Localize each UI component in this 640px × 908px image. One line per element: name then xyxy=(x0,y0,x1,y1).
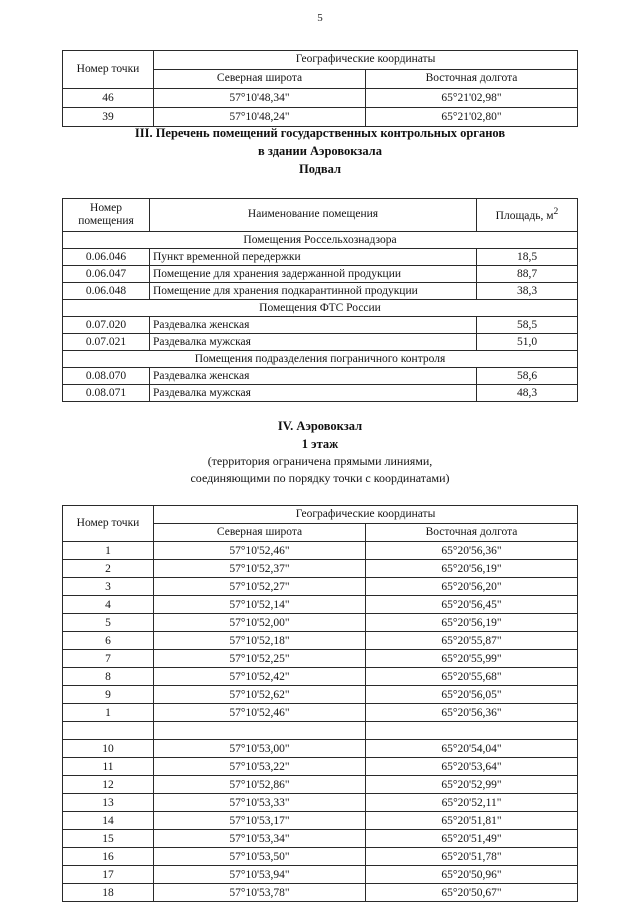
table-row xyxy=(63,848,578,866)
header-geographic-coordinates: Географические координаты xyxy=(154,51,578,70)
spacer-cell xyxy=(63,722,154,740)
spacer-cell xyxy=(366,722,578,740)
section-4-heading xyxy=(0,417,640,487)
group-header-row xyxy=(63,351,578,368)
header-east-longitude: Восточная долгота xyxy=(366,70,578,89)
table-row xyxy=(63,740,578,758)
header-point-number: Номер точки xyxy=(63,51,154,89)
cell-point-number: 17 xyxy=(63,866,154,884)
cell-room-name: Раздевалка женская xyxy=(150,368,477,385)
page-number: 5 xyxy=(317,12,323,24)
cell-longitude: 65°20'55,68" xyxy=(366,668,578,686)
cell-room-name: Раздевалка мужская xyxy=(150,334,477,351)
cell-longitude: 65°21'02,98" xyxy=(366,89,578,108)
section-3-heading xyxy=(0,124,640,178)
cell-room-name: Пункт временной передержки xyxy=(150,249,477,266)
cell-latitude: 57°10'53,34" xyxy=(154,830,366,848)
header-area-label: Площадь, м xyxy=(495,210,554,223)
cell-area: 88,7 xyxy=(477,266,578,283)
cell-room-number: 0.08.070 xyxy=(63,368,150,385)
section-3-heading-line1: III. Перечень помещений государственных контрольных органов xyxy=(134,126,506,140)
cell-longitude: 65°20'51,49" xyxy=(366,830,578,848)
table-row xyxy=(63,668,578,686)
cell-room-name: Раздевалка женская xyxy=(150,317,477,334)
cell-latitude: 57°10'52,46" xyxy=(154,542,366,560)
cell-latitude: 57°10'53,33" xyxy=(154,794,366,812)
cell-point-number: 1 xyxy=(63,704,154,722)
group-header-row xyxy=(63,300,578,317)
cell-point-number: 13 xyxy=(63,794,154,812)
cell-room-number: 0.07.020 xyxy=(63,317,150,334)
cell-area: 18,5 xyxy=(477,249,578,266)
cell-point-number: 18 xyxy=(63,884,154,902)
table-row xyxy=(63,866,578,884)
cell-point-number: 2 xyxy=(63,560,154,578)
cell-point-number: 39 xyxy=(63,108,154,127)
table-header-row xyxy=(63,506,578,524)
cell-latitude: 57°10'52,18" xyxy=(154,632,366,650)
table-row xyxy=(63,249,578,266)
cell-longitude: 65°20'50,96" xyxy=(366,866,578,884)
cell-latitude: 57°10'52,46" xyxy=(154,704,366,722)
cell-longitude: 65°20'56,20" xyxy=(366,578,578,596)
cell-longitude: 65°20'52,11" xyxy=(366,794,578,812)
table-row xyxy=(63,812,578,830)
header-north-latitude: Северная широта xyxy=(154,70,366,89)
cell-longitude: 65°20'53,64" xyxy=(366,758,578,776)
cell-area: 58,6 xyxy=(477,368,578,385)
header-point-number: Номер точки xyxy=(63,506,154,542)
table-row xyxy=(63,283,578,300)
cell-room-number: 0.06.047 xyxy=(63,266,150,283)
cell-longitude: 65°20'56,45" xyxy=(366,596,578,614)
cell-longitude: 65°20'56,05" xyxy=(366,686,578,704)
group-title: Помещения ФТС России xyxy=(63,300,578,317)
cell-room-number: 0.08.071 xyxy=(63,385,150,402)
cell-area: 51,0 xyxy=(477,334,578,351)
cell-room-name: Помещение для хранения подкарантинной продукции xyxy=(150,283,477,300)
cell-point-number: 12 xyxy=(63,776,154,794)
cell-latitude: 57°10'52,00" xyxy=(154,614,366,632)
header-area-superscript: 2 xyxy=(553,206,559,218)
cell-point-number: 15 xyxy=(63,830,154,848)
table-row xyxy=(63,368,578,385)
table-row xyxy=(63,334,578,351)
group-header-row xyxy=(63,232,578,249)
table-row xyxy=(63,560,578,578)
table-row xyxy=(63,758,578,776)
table-row xyxy=(63,266,578,283)
header-east-longitude: Восточная долгота xyxy=(366,524,578,542)
cell-room-number: 0.07.021 xyxy=(63,334,150,351)
table-row xyxy=(63,884,578,902)
table-header-row xyxy=(63,51,578,70)
cell-room-name: Раздевалка мужская xyxy=(150,385,477,402)
table-row xyxy=(63,794,578,812)
cell-longitude: 65°20'55,99" xyxy=(366,650,578,668)
cell-latitude: 57°10'52,27" xyxy=(154,578,366,596)
cell-latitude: 57°10'52,14" xyxy=(154,596,366,614)
cell-point-number: 8 xyxy=(63,668,154,686)
cell-latitude: 57°10'53,17" xyxy=(154,812,366,830)
table-row xyxy=(63,614,578,632)
cell-point-number: 9 xyxy=(63,686,154,704)
cell-point-number: 14 xyxy=(63,812,154,830)
cell-point-number: 3 xyxy=(63,578,154,596)
table-row xyxy=(63,317,578,334)
cell-longitude: 65°20'52,99" xyxy=(366,776,578,794)
table-spacer-row xyxy=(63,722,578,740)
premises-table xyxy=(62,198,578,402)
section-3-heading-line3: Подвал xyxy=(298,162,342,177)
cell-point-number: 4 xyxy=(63,596,154,614)
header-north-latitude: Северная широта xyxy=(154,524,366,542)
cell-room-number: 0.06.048 xyxy=(63,283,150,300)
cell-latitude: 57°10'48,24" xyxy=(154,108,366,127)
cell-area: 38,3 xyxy=(477,283,578,300)
cell-longitude: 65°20'56,19" xyxy=(366,560,578,578)
cell-point-number: 7 xyxy=(63,650,154,668)
cell-latitude: 57°10'53,22" xyxy=(154,758,366,776)
cell-room-name: Помещение для хранения задержанной продукции xyxy=(150,266,477,283)
group-title: Помещения Россельхознадзора xyxy=(63,232,578,249)
header-area xyxy=(477,199,578,232)
header-geographic-coordinates: Географические координаты xyxy=(154,506,578,524)
cell-area: 48,3 xyxy=(477,385,578,402)
cell-longitude: 65°20'56,19" xyxy=(366,614,578,632)
table-row xyxy=(63,89,578,108)
section-4-heading-line3: (территория ограничена прямыми линиями, xyxy=(207,454,433,469)
table-row xyxy=(63,596,578,614)
coordinates-top-table xyxy=(62,50,578,127)
section-4-heading-line1: IV. Аэровокзал xyxy=(277,419,363,433)
cell-latitude: 57°10'52,62" xyxy=(154,686,366,704)
cell-latitude: 57°10'52,25" xyxy=(154,650,366,668)
points-coordinates-table xyxy=(62,505,578,902)
cell-latitude: 57°10'52,37" xyxy=(154,560,366,578)
table-row xyxy=(63,776,578,794)
cell-longitude: 65°20'51,81" xyxy=(366,812,578,830)
section-3-heading-line2: в здании Аэровокзала xyxy=(258,144,382,159)
cell-latitude: 57°10'53,50" xyxy=(154,848,366,866)
spacer-cell xyxy=(154,722,366,740)
cell-point-number: 46 xyxy=(63,89,154,108)
cell-area: 58,5 xyxy=(477,317,578,334)
table-row xyxy=(63,578,578,596)
cell-point-number: 16 xyxy=(63,848,154,866)
cell-latitude: 57°10'53,78" xyxy=(154,884,366,902)
cell-point-number: 5 xyxy=(63,614,154,632)
section-4-heading-line4: соединяющими по порядку точки с координатами) xyxy=(190,471,450,486)
table-row xyxy=(63,632,578,650)
cell-longitude: 65°20'50,67" xyxy=(366,884,578,902)
cell-longitude: 65°20'55,87" xyxy=(366,632,578,650)
cell-latitude: 57°10'53,94" xyxy=(154,866,366,884)
header-room-number: Номер помещения xyxy=(63,199,150,232)
table-row xyxy=(63,830,578,848)
table-row xyxy=(63,542,578,560)
cell-point-number: 6 xyxy=(63,632,154,650)
header-room-name: Наименование помещения xyxy=(150,199,477,232)
group-title: Помещения подразделения пограничного контроля xyxy=(63,351,578,368)
cell-point-number: 11 xyxy=(63,758,154,776)
cell-point-number: 10 xyxy=(63,740,154,758)
cell-latitude: 57°10'53,00" xyxy=(154,740,366,758)
cell-latitude: 57°10'48,34" xyxy=(154,89,366,108)
table-row xyxy=(63,650,578,668)
table-row xyxy=(63,704,578,722)
cell-latitude: 57°10'52,42" xyxy=(154,668,366,686)
cell-longitude: 65°20'54,04" xyxy=(366,740,578,758)
cell-room-number: 0.06.046 xyxy=(63,249,150,266)
cell-longitude: 65°21'02,80" xyxy=(366,108,578,127)
cell-point-number: 1 xyxy=(63,542,154,560)
section-4-heading-line2: 1 этаж xyxy=(301,437,339,452)
table-row xyxy=(63,385,578,402)
table-header-row xyxy=(63,199,578,232)
table-row xyxy=(63,686,578,704)
cell-longitude: 65°20'56,36" xyxy=(366,704,578,722)
cell-longitude: 65°20'51,78" xyxy=(366,848,578,866)
cell-latitude: 57°10'52,86" xyxy=(154,776,366,794)
cell-longitude: 65°20'56,36" xyxy=(366,542,578,560)
